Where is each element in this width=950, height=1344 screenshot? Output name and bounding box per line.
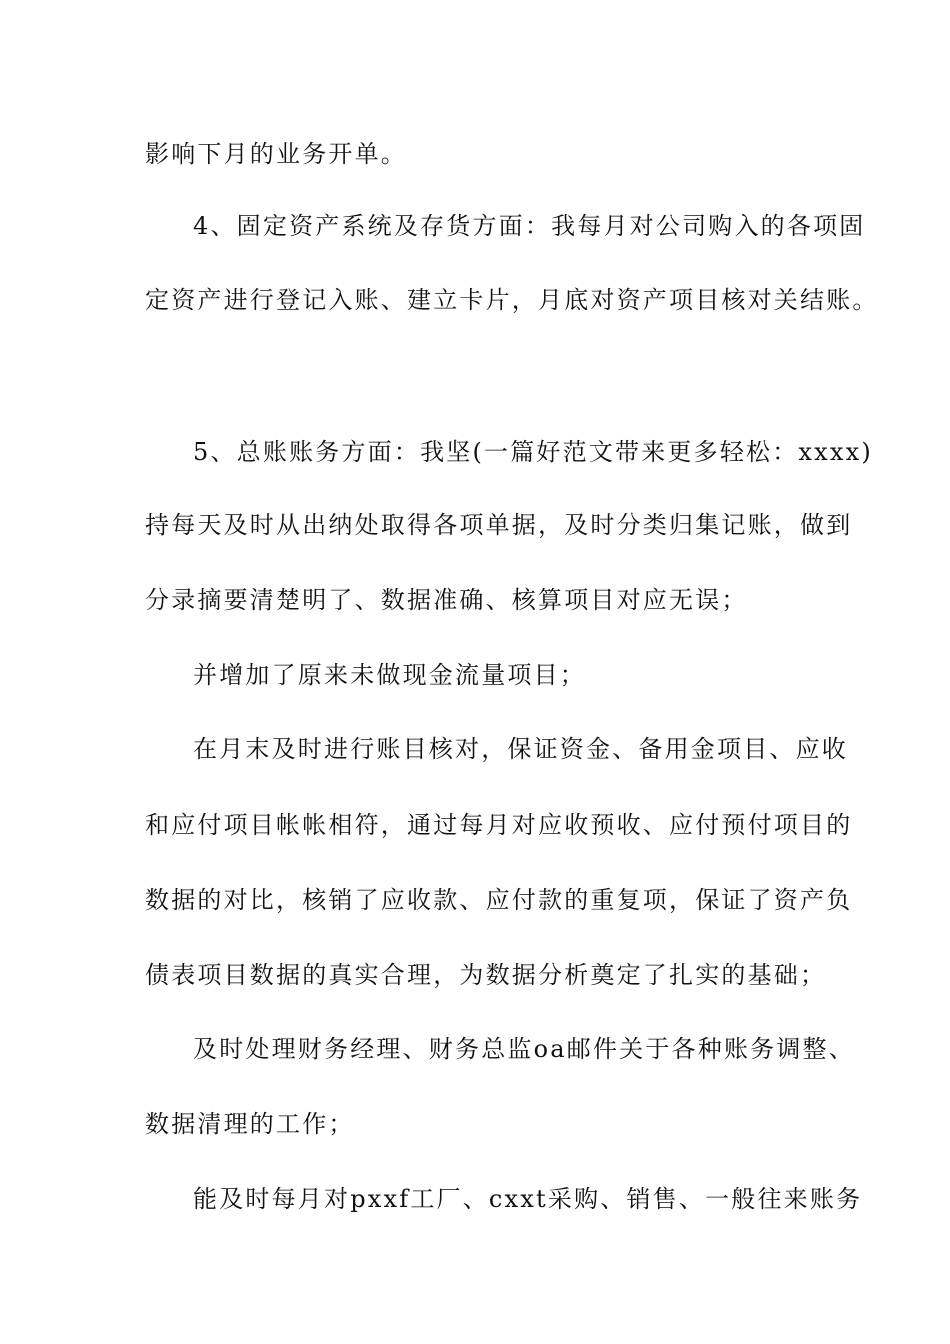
text-line: 5、总账账务方面：我坚(一篇好范文带来更多轻松：xxxx) <box>193 438 873 466</box>
text-line: 能及时每月对pxxf工厂、cxxt采购、销售、一般往来账务 <box>193 1185 863 1213</box>
text-line: 4、固定资产系统及存货方面：我每月对公司购入的各项固 <box>193 212 866 240</box>
text-line: 在月末及时进行账目核对，保证资金、备用金项目、应收 <box>193 735 848 763</box>
text-line: 数据清理的工作； <box>145 1110 355 1138</box>
text-line: 分录摘要清楚明了、数据准确、核算项目对应无误； <box>145 586 748 614</box>
text-line: 及时处理财务经理、财务总监oa邮件关于各种账务调整、 <box>193 1035 855 1063</box>
text-line: 并增加了原来未做现金流量项目； <box>193 661 586 689</box>
text-line: 定资产进行登记入账、建立卡片，月底对资产项目核对关结账。 <box>145 286 879 314</box>
text-line: 和应付项目帐帐相符，通过每月对应收预收、应付预付项目的 <box>145 811 853 839</box>
text-line: 持每天及时从出纳处取得各项单据，及时分类归集记账，做到 <box>145 511 853 539</box>
text-line: 影响下月的业务开单。 <box>145 140 407 168</box>
text-line: 债表项目数据的真实合理，为数据分析奠定了扎实的基础； <box>145 961 827 989</box>
text-line: 数据的对比，核销了应收款、应付款的重复项，保证了资产负 <box>145 886 853 914</box>
